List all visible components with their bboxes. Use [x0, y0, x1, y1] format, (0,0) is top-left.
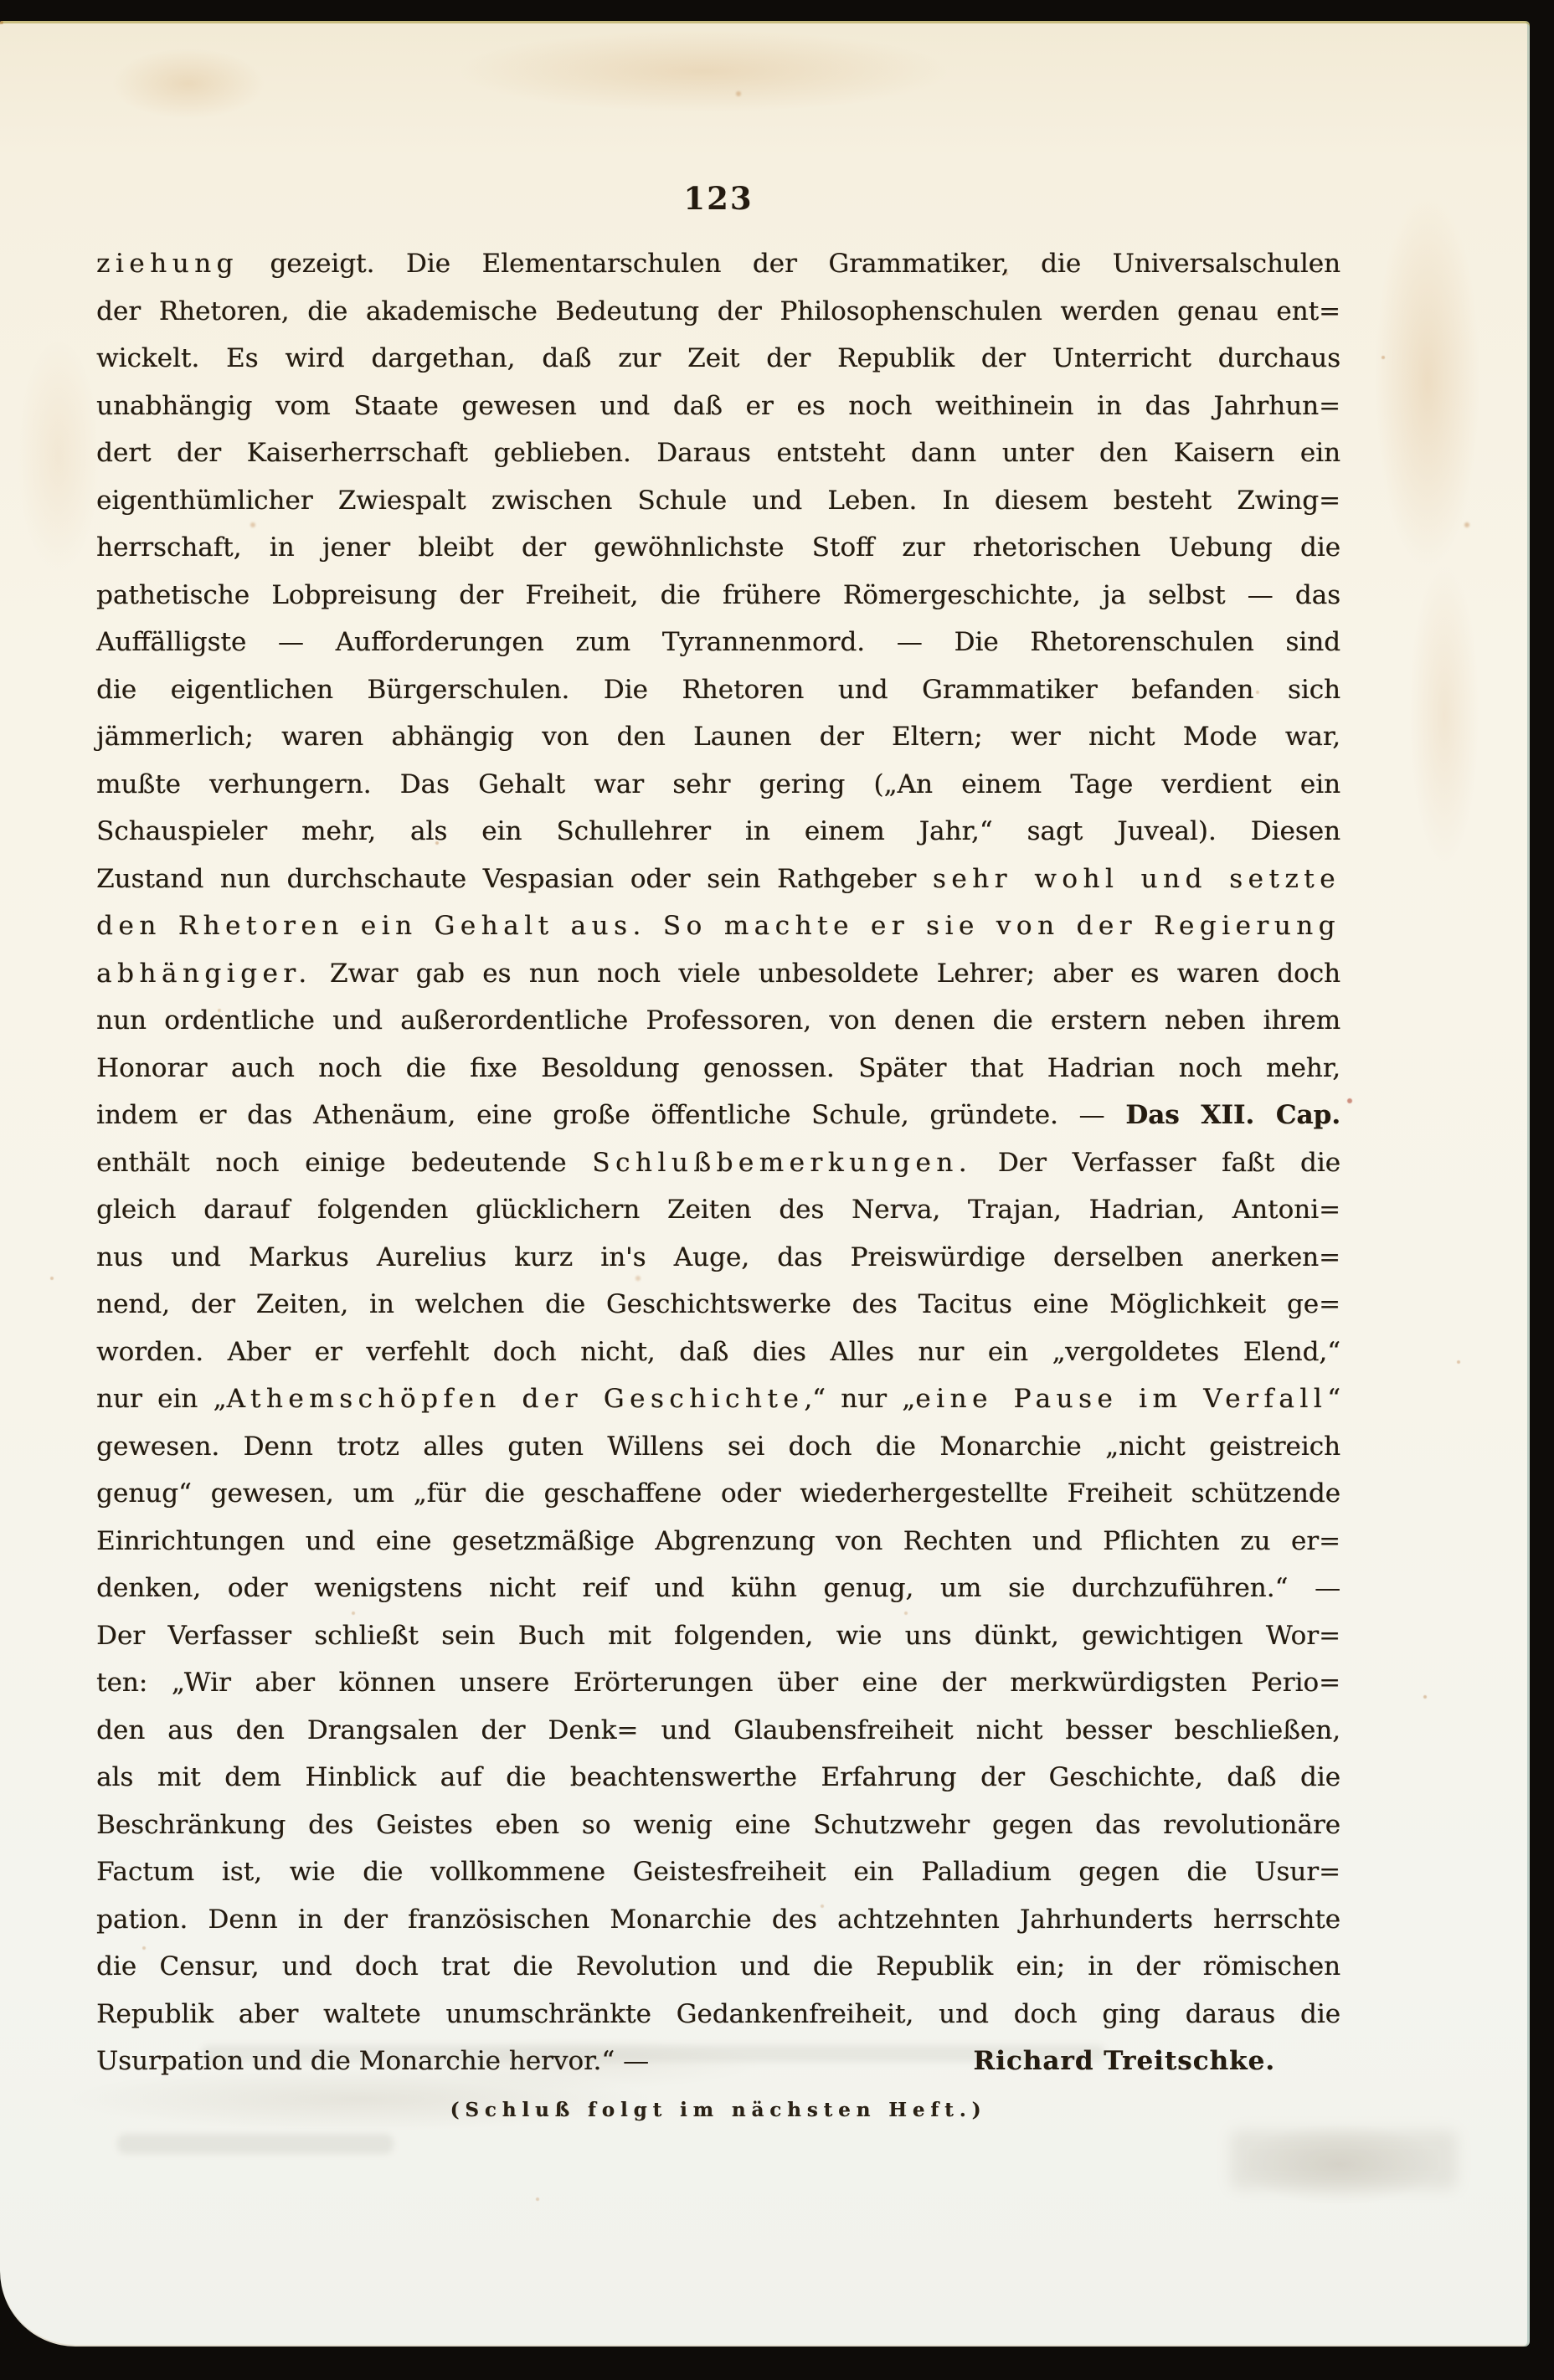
continuation-note: (Schluß folgt im nächsten Heft.)	[450, 2099, 987, 2121]
text-line: abhängiger. Zwar gab es nun noch viele unbesoldete Lehrer; aber es waren doch	[96, 958, 1340, 989]
text-line: eigenthümlicher Zwiespalt zwischen Schule und Leben. In diesem besteht Zwing=	[96, 485, 1340, 516]
page-number: 123	[683, 180, 754, 217]
text-line: jämmerlich; waren abhängig von den Launen der Eltern; wer nicht Mode war,	[96, 722, 1340, 752]
author-signature: Richard Treitschke.	[973, 2046, 1275, 2076]
foxing-spots	[0, 21, 3, 24]
text-line: der Rhetoren, die akademische Bedeutung der Philosophenschulen werden genau ent=	[96, 296, 1340, 326]
text-line: Der Verfasser schließt sein Buch mit folgenden, wie uns dünkt, gewichtigen Wor=	[96, 1620, 1340, 1651]
text-line: Auffälligste — Aufforderungen zum Tyrannenmord. — Die Rhetorenschulen sind	[96, 627, 1340, 657]
text-line: nend, der Zeiten, in welchen die Geschichtswerke des Tacitus eine Möglichkeit ge=	[96, 1289, 1340, 1319]
text-line: genug“ gewesen, um „für die geschaffene oder wiederhergestellte Freiheit schützende	[96, 1478, 1340, 1509]
text-line: Zustand nun durchschaute Vespasian oder sein Rathgeber sehr wohl und setzte	[96, 863, 1340, 894]
text-line: dert der Kaiserherrschaft geblieben. Daraus entsteht dann unter den Kaisern ein	[96, 438, 1340, 468]
text-line: unabhängig vom Staate gewesen und daß er es noch weithinein in das Jahrhun=	[96, 390, 1340, 421]
text-line: Honorar auch noch die fixe Besoldung genossen. Später that Hadrian noch mehr,	[96, 1052, 1340, 1083]
body-text	[96, 240, 1340, 2085]
bleed-through-smudge	[117, 2134, 394, 2154]
text-line: Einrichtungen und eine gesetzmäßige Abgrenzung von Rechten und Pflichten zu er=	[96, 1525, 1340, 1556]
text-line: den aus den Drangsalen der Denk= und Glaubensfreiheit nicht besser beschließen,	[96, 1714, 1340, 1745]
text-line: Republik aber waltete unumschränkte Gedankenfreiheit, und doch ging daraus die	[96, 1998, 1340, 2029]
text-line: worden. Aber er verfehlt doch nicht, daß dies Alles nur ein „vergoldetes Elend,“	[96, 1336, 1340, 1367]
text-line: die eigentlichen Bürgerschulen. Die Rhetoren und Grammatiker befanden sich	[96, 674, 1340, 705]
text-line: ten: „Wir aber können unsere Erörterungen über eine der merkwürdigsten Perio=	[96, 1668, 1340, 1698]
text-line: den Rhetoren ein Gehalt aus. So machte er sie von der Regierung	[96, 911, 1340, 941]
book-page	[0, 21, 1530, 2347]
text-line: wickelt. Es wird dargethan, daß zur Zeit der Republik der Unterricht durchaus	[96, 343, 1340, 373]
text-line: ziehung gezeigt. Die Elementarschulen der Grammatiker, die Universalschulen	[96, 249, 1340, 279]
text-line: gleich darauf folgenden glücklichern Zeiten des Nerva, Trajan, Hadrian, Antoni=	[96, 1195, 1340, 1225]
text-line: pation. Denn in der französischen Monarchie des achtzehnten Jahrhunderts herrschte	[96, 1904, 1340, 1935]
text-line: herrschaft, in jener bleibt der gewöhnlichste Stoff zur rhetorischen Uebung die	[96, 532, 1340, 563]
text-line: nus und Markus Aurelius kurz in's Auge, das Preiswürdige derselben anerken=	[96, 1241, 1340, 1272]
text-line: mußte verhungern. Das Gehalt war sehr gering („An einem Tage verdient ein	[96, 768, 1340, 799]
text-line: gewesen. Denn trotz alles guten Willens sei doch die Monarchie „nicht geistreich	[96, 1431, 1340, 1462]
text-line-with-signature	[96, 2038, 1340, 2085]
text-line: die Censur, und doch trat die Revolution und die Republik ein; in der römischen	[96, 1951, 1340, 1982]
text-line: Factum ist, wie die vollkommene Geistesfreiheit ein Palladium gegen die Usur=	[96, 1857, 1340, 1887]
text-line: enthält noch einige bedeutende Schlußbemerkungen. Der Verfasser faßt die	[96, 1147, 1340, 1178]
bleed-through-smudge	[1231, 2131, 1457, 2189]
text-line: denken, oder wenigstens nicht reif und kühn genug, um sie durchzuführen.“ —	[96, 1573, 1340, 1603]
text-line: Schauspieler mehr, als ein Schullehrer in einem Jahr,“ sagt Juveal). Diesen	[96, 816, 1340, 846]
text-line: indem er das Athenäum, eine große öffentliche Schule, gründete. — Das XII. Cap.	[96, 1100, 1340, 1130]
text-line-left-part: Usurpation und die Monarchie hervor.“ —	[96, 2046, 649, 2076]
text-line: nur ein „Athemschöpfen der Geschichte,“ nur „eine Pause im Verfall“	[96, 1384, 1340, 1414]
text-line: Beschränkung des Geistes eben so wenig eine Schutzwehr gegen das revolutionäre	[96, 1809, 1340, 1840]
text-line: pathetische Lobpreisung der Freiheit, die frühere Römergeschichte, ja selbst — das	[96, 579, 1340, 610]
text-line: als mit dem Hinblick auf die beachtenswerthe Erfahrung der Geschichte, daß die	[96, 1762, 1340, 1792]
text-line: nun ordentliche und außerordentliche Professoren, von denen die erstern neben ihrem	[96, 1005, 1340, 1036]
